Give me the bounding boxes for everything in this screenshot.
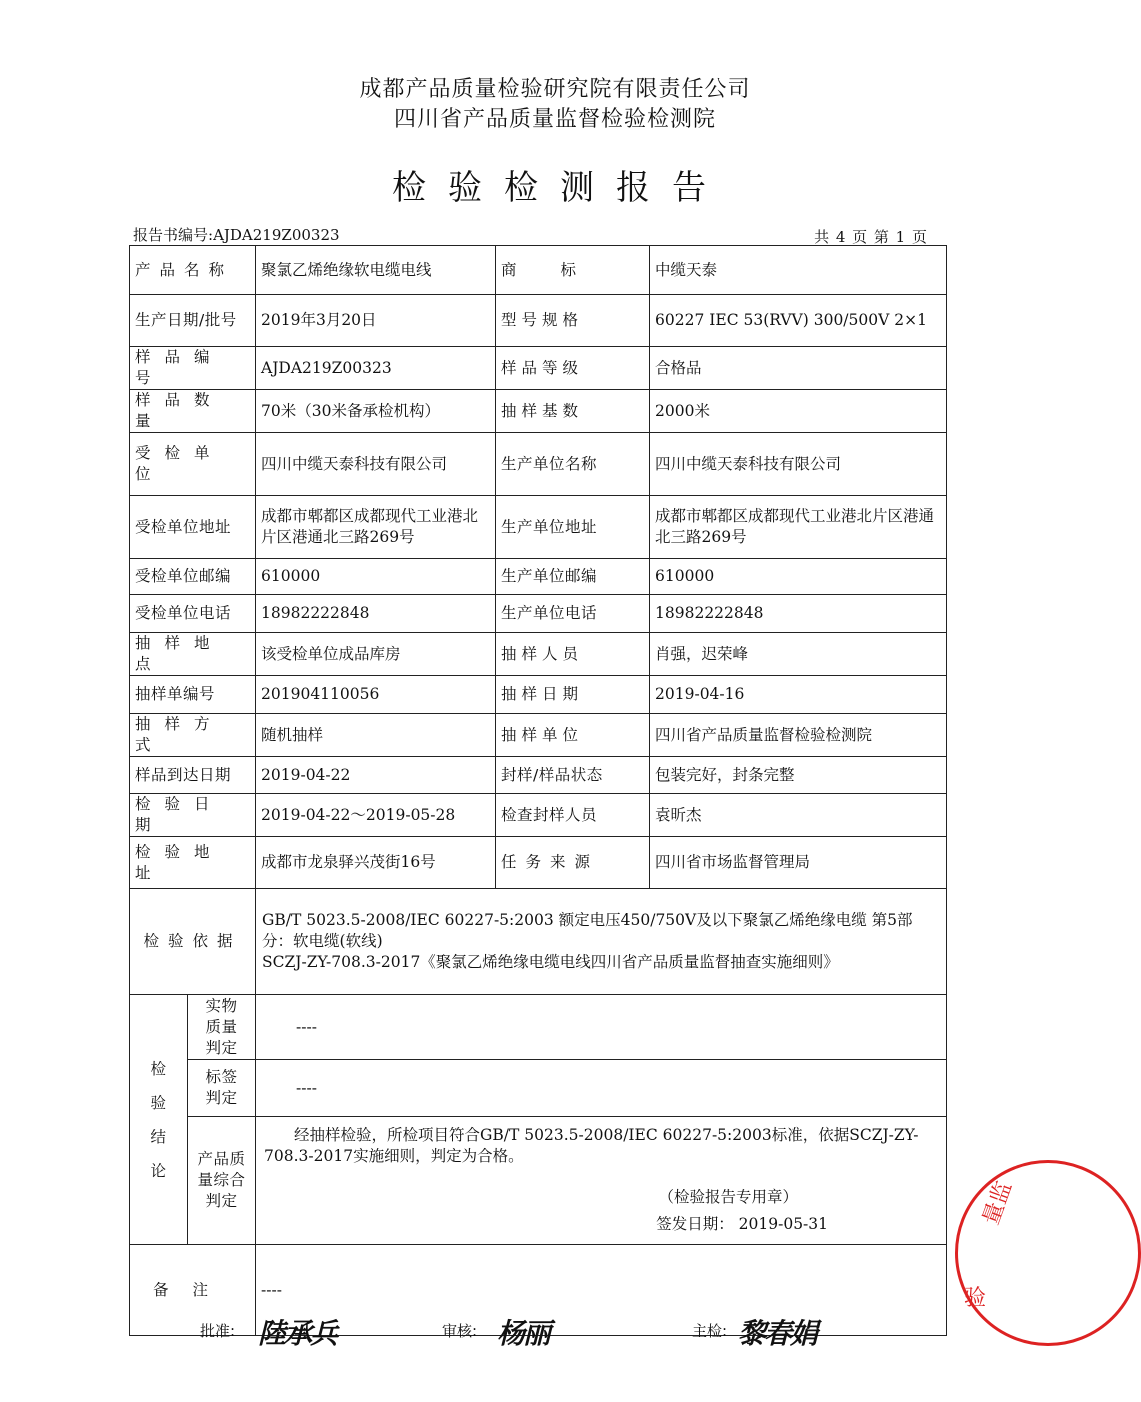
main-inspector-signature: 黎春娟: [738, 1317, 817, 1350]
basis-row: [130, 889, 947, 995]
field-value: 四川中缆天泰科技有限公司: [256, 433, 496, 496]
conclusion-char: 论: [150, 1161, 167, 1180]
field-value: 201904110056: [256, 676, 496, 714]
table-row: [130, 433, 947, 496]
physical-quality-label: 实物质量判定: [188, 995, 256, 1060]
remarks-value: ----: [256, 1245, 947, 1336]
conclusion-row: [130, 1117, 947, 1245]
field-value: 70米（30米备承检机构）: [256, 390, 496, 433]
report-number-label: 报告书编号:: [133, 226, 214, 244]
table-row: [130, 246, 947, 295]
table-row: [130, 595, 947, 633]
report-number: [133, 224, 340, 245]
table-row: [130, 714, 947, 757]
field-value: 2019-04-22～2019-05-28: [256, 794, 496, 837]
review-label: 审核:: [442, 1322, 478, 1340]
conclusion-char: 验: [150, 1093, 167, 1112]
basis-standard-1: GB/T 5023.5-2008/IEC 60227-5:2003 额定电压450/750V及以下聚氯乙烯绝缘电缆 第5部分：软电缆(软线): [262, 911, 913, 950]
overall-judgement: [256, 1117, 947, 1245]
issue-date: 签发日期： 2019-05-31: [656, 1215, 829, 1233]
table-row: [130, 496, 947, 559]
conclusion-row: [130, 995, 947, 1060]
basis-text: [256, 889, 947, 995]
review-signature: 杨丽: [497, 1317, 550, 1350]
field-label: 样品到达日期: [130, 757, 256, 794]
field-label: 抽样单编号: [130, 676, 256, 714]
field-value: 四川中缆天泰科技有限公司: [650, 433, 947, 496]
field-value: 该受检单位成品库房: [256, 633, 496, 676]
table-row: [130, 633, 947, 676]
basis-label: 检验依据: [130, 889, 256, 995]
approve-label: 批准:: [200, 1322, 236, 1340]
field-label: 受检单位: [130, 433, 256, 496]
field-value: AJDA219Z00323: [256, 347, 496, 390]
table-row: [130, 390, 947, 433]
table-row: [130, 347, 947, 390]
field-label: 受检单位电话: [130, 595, 256, 633]
org-name-1: 成都产品质量检验研究院有限责任公司: [359, 77, 751, 102]
seal-text-bottom: 验: [964, 1286, 987, 1311]
field-label: 抽样单位: [496, 714, 650, 757]
field-label: 商标: [496, 246, 650, 295]
report-table: [129, 245, 947, 1336]
field-value: 2000米: [650, 390, 947, 433]
page-info: 共 4 页 第 1 页: [814, 228, 928, 246]
field-label: 检验日期: [130, 794, 256, 837]
field-value: 袁昕杰: [650, 794, 947, 837]
conclusion-char: 检: [150, 1059, 167, 1078]
basis-standard-2: SCZJ-ZY-708.3-2017《聚氯乙烯绝缘电缆电线四川省产品质量监督抽查实施细则》: [262, 953, 839, 971]
conclusion-row: [130, 1060, 947, 1117]
field-value: 成都市龙泉驿兴茂街16号: [256, 837, 496, 889]
field-label: 样品编号: [130, 347, 256, 390]
table-row: [130, 295, 947, 347]
table-row: [130, 559, 947, 595]
tag-judgement-label: 标签判定: [188, 1060, 256, 1117]
field-value: 60227 IEC 53(RVV) 300/500V 2×1: [650, 295, 947, 347]
field-value: 成都市郫都区成都现代工业港北片区港通北三路269号: [650, 496, 947, 559]
report-number-value: AJDA219Z00323: [213, 226, 340, 244]
field-label: 受检单位邮编: [130, 559, 256, 595]
field-label: 生产单位邮编: [496, 559, 650, 595]
field-label: 抽样方式: [130, 714, 256, 757]
field-label: 任务来源: [496, 837, 650, 889]
table-row: [130, 757, 947, 794]
signature-block: [0, 1312, 1000, 1362]
field-label: 生产日期/批号: [130, 295, 256, 347]
field-value: 合格品: [650, 347, 947, 390]
overall-judgement-text: 经抽样检验，所检项目符合GB/T 5023.5-2008/IEC 60227-5:2003标准，依据SCZJ-ZY-708.3-2017实施细则，判定为合格。: [264, 1126, 919, 1165]
red-seal: [955, 1160, 1141, 1346]
stamp-note: （检验报告专用章）: [658, 1188, 799, 1206]
field-label: 产品名称: [130, 246, 256, 295]
field-value: 随机抽样: [256, 714, 496, 757]
field-label: 抽样地点: [130, 633, 256, 676]
report-title: 检验检测报告: [392, 168, 728, 208]
field-value: 610000: [650, 559, 947, 595]
seal-text-top: 量监: [978, 1178, 1018, 1229]
field-value: 18982222848: [256, 595, 496, 633]
table-row: [130, 837, 947, 889]
field-value: 成都市郫都区成都现代工业港北片区港通北三路269号: [256, 496, 496, 559]
remarks-label: 备注: [130, 1245, 256, 1336]
org-name-2: 四川省产品质量监督检验检测院: [393, 107, 716, 132]
field-value: 中缆天泰: [650, 246, 947, 295]
field-label: 抽样基数: [496, 390, 650, 433]
field-label: 生产单位名称: [496, 433, 650, 496]
field-value: 肖强，迟荣峰: [650, 633, 947, 676]
field-label: 样品数量: [130, 390, 256, 433]
field-value: 包装完好，封条完整: [650, 757, 947, 794]
field-label: 检查封样人员: [496, 794, 650, 837]
field-label: 受检单位地址: [130, 496, 256, 559]
field-label: 封样/样品状态: [496, 757, 650, 794]
conclusion-label: [130, 995, 188, 1245]
field-value: 聚氯乙烯绝缘软电缆电线: [256, 246, 496, 295]
field-value: 2019年3月20日: [256, 295, 496, 347]
conclusion-char: 结: [150, 1127, 167, 1146]
field-label: 检验地址: [130, 837, 256, 889]
field-label: 生产单位地址: [496, 496, 650, 559]
field-label: 生产单位电话: [496, 595, 650, 633]
field-label: 样品等级: [496, 347, 650, 390]
table-row: [130, 794, 947, 837]
field-value: 2019-04-16: [650, 676, 947, 714]
field-value: 四川省产品质量监督检验检测院: [650, 714, 947, 757]
field-label: 型号规格: [496, 295, 650, 347]
approve-signature: 陸承兵: [258, 1317, 337, 1350]
field-value: 18982222848: [650, 595, 947, 633]
field-value: 2019-04-22: [256, 757, 496, 794]
physical-quality-value: ----: [256, 995, 947, 1060]
field-label: 抽样日期: [496, 676, 650, 714]
main-inspector-label: 主检:: [692, 1322, 728, 1340]
table-row: [130, 676, 947, 714]
field-value: 四川省市场监督管理局: [650, 837, 947, 889]
overall-judgement-label: 产品质量综合判定: [188, 1117, 256, 1245]
field-value: 610000: [256, 559, 496, 595]
field-label: 抽样人员: [496, 633, 650, 676]
tag-judgement-value: ----: [256, 1060, 947, 1117]
